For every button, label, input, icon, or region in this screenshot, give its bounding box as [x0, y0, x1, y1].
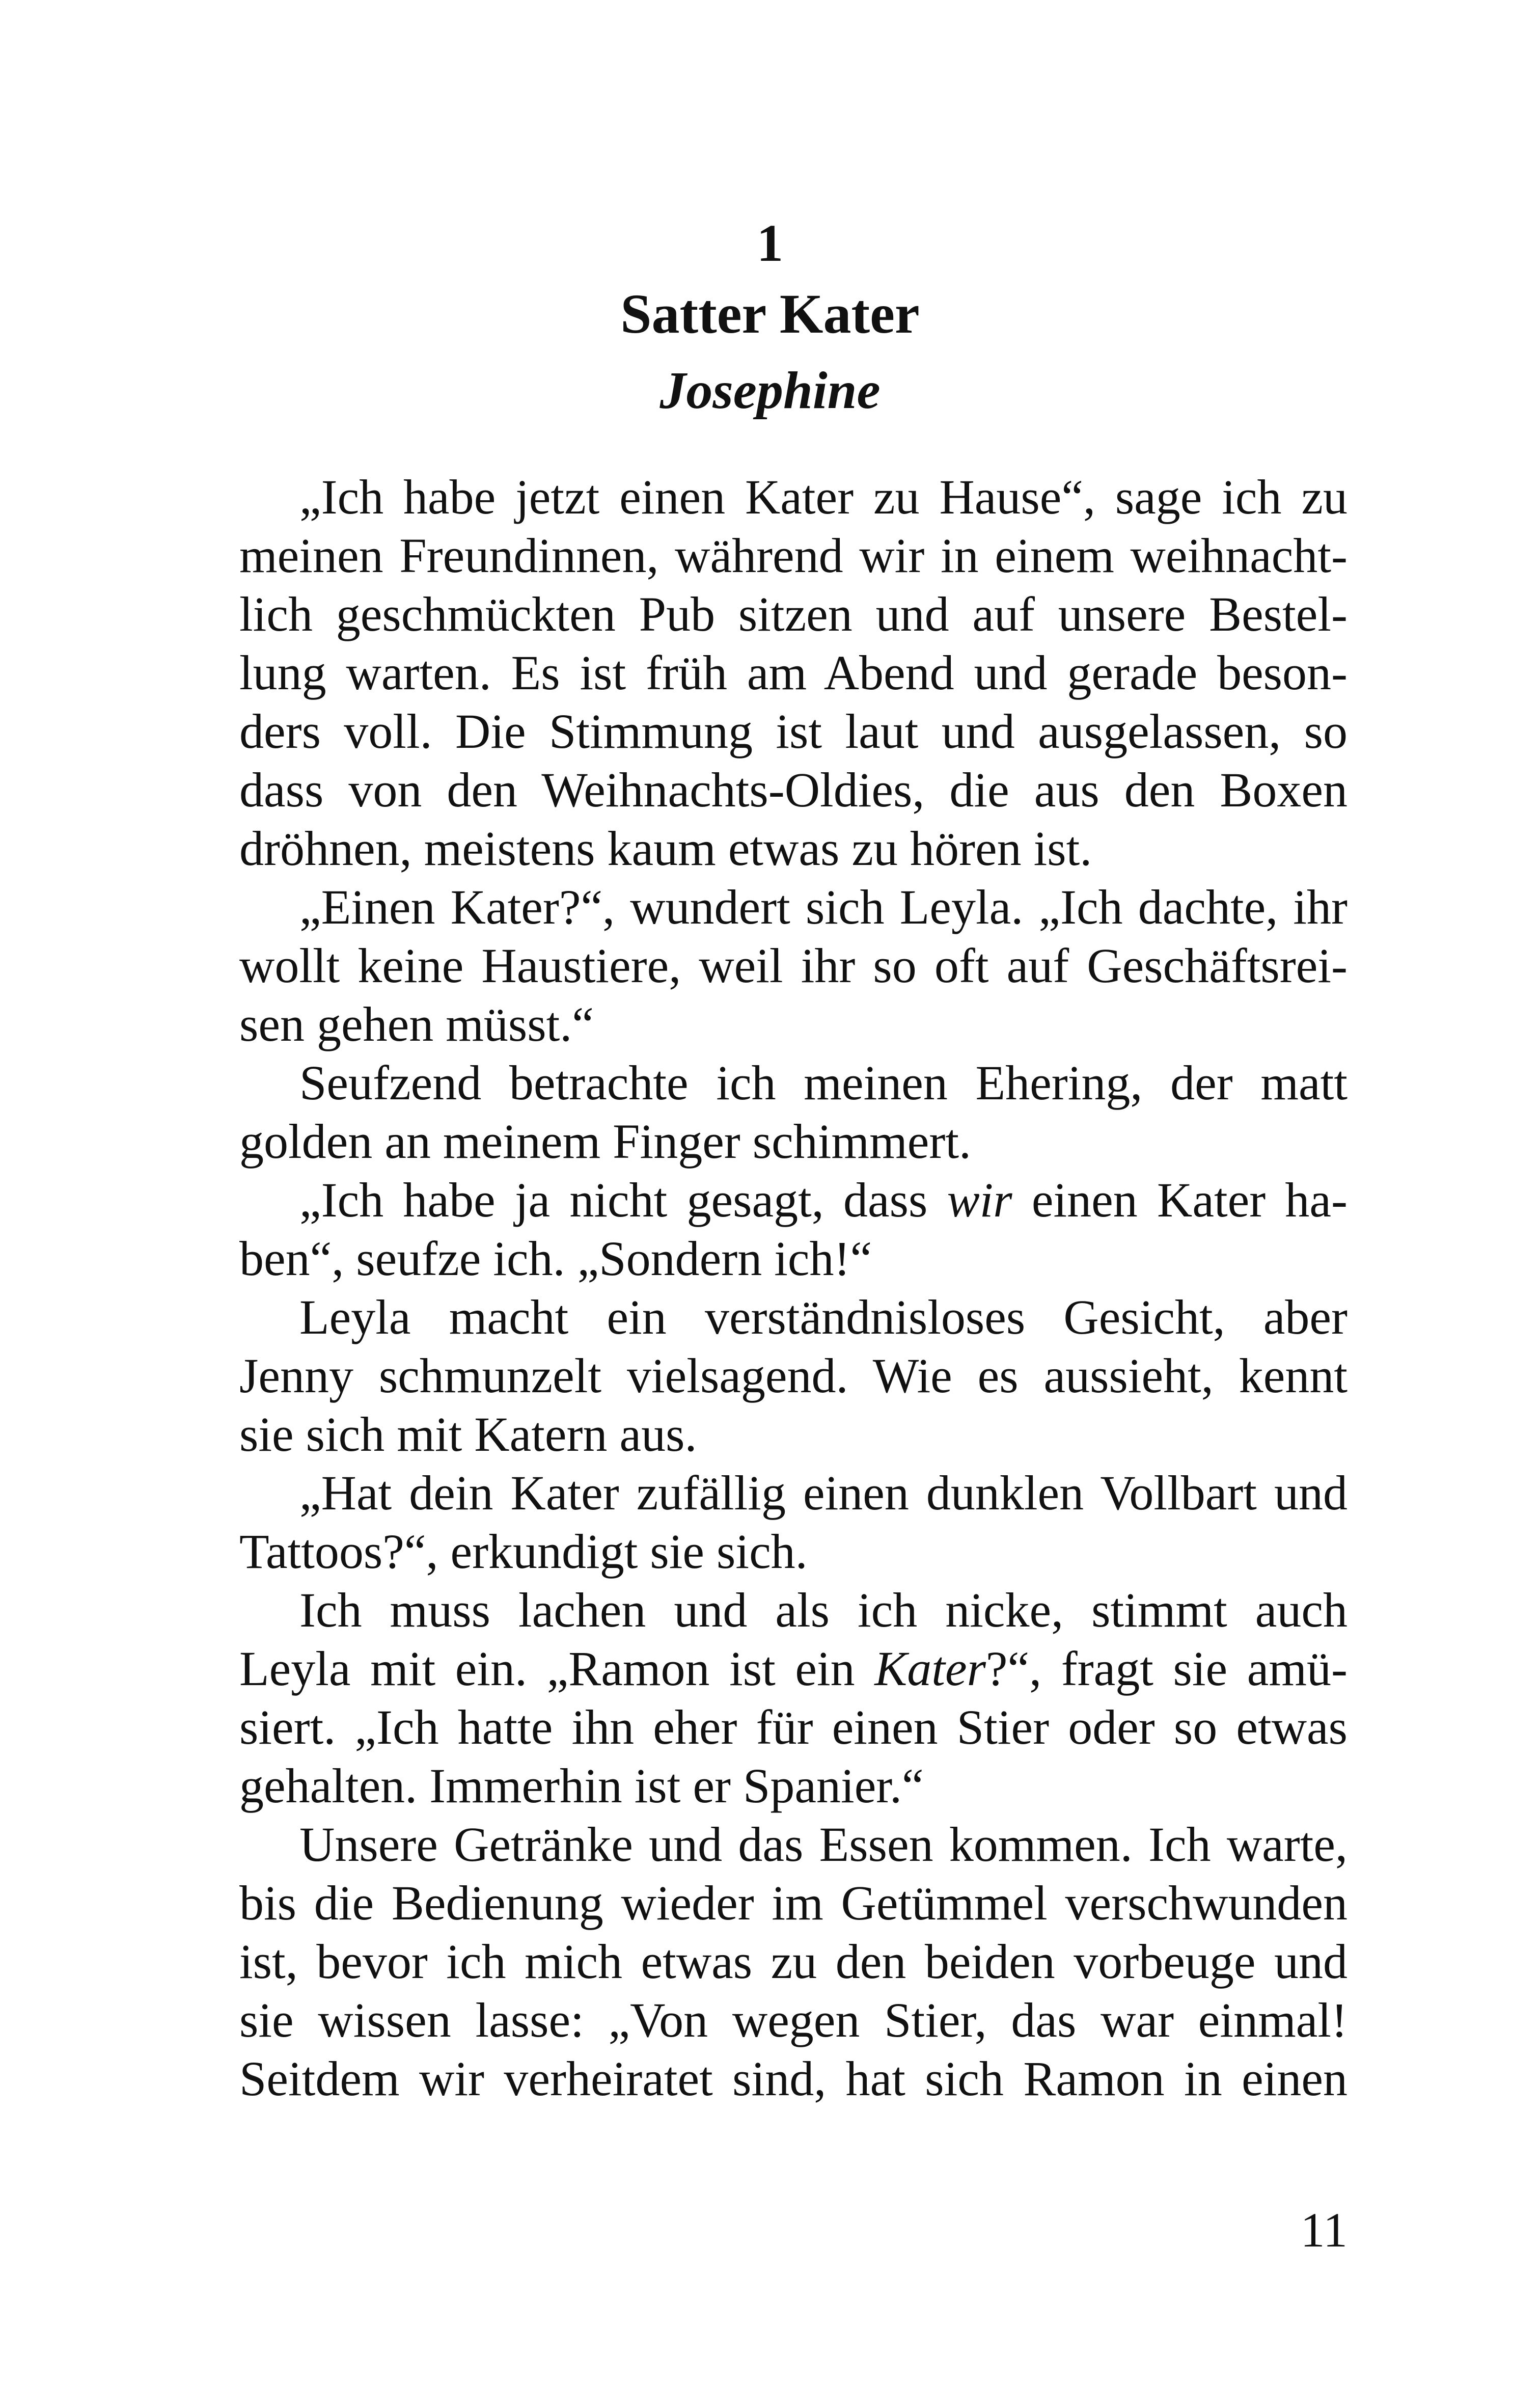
text-line: Seufzend betrachte ich meinen Ehering, der matt: [299, 1055, 1348, 1110]
chapter-title: Satter Kater: [620, 283, 920, 345]
text-line: bis die Bedienung wieder im Getümmel verschwunden: [239, 1876, 1348, 1930]
text-line: Seitdem wir verheiratet sind, hat sich Ramon in einen: [239, 2051, 1348, 2106]
text-line: sie sich mit Katern aus.: [239, 1407, 697, 1461]
text-line: dass von den Weihnachts-Oldies, die aus den Boxen: [239, 763, 1348, 817]
text-line: „Hat dein Kater zufällig einen dunklen Vollbart und: [299, 1466, 1348, 1520]
text-line: sen gehen müsst.“: [239, 997, 594, 1051]
text-line: Leyla macht ein verständnisloses Gesicht, aber: [299, 1290, 1348, 1344]
text-line: Tattoos?“, erkundigt sie sich.: [239, 1524, 808, 1579]
body-text: [239, 468, 1348, 2108]
text-line: „Ich habe ja nicht gesagt, dass wir einen Kater ha-: [299, 1173, 1348, 1227]
text-line: meinen Freundinnen, während wir in einem weihnacht-: [239, 528, 1348, 583]
text-line: wollt keine Haustiere, weil ihr so oft auf Geschäftsrei-: [239, 938, 1348, 993]
text-line: Unsere Getränke und das Essen kommen. Ich warte,: [299, 1817, 1348, 1872]
text-line: sie wissen lasse: „Von wegen Stier, das war einmal!: [239, 1993, 1348, 2047]
text-line: ist, bevor ich mich etwas zu den beiden vorbeuge und: [239, 1934, 1348, 1989]
page-number: 11: [1300, 2203, 1348, 2257]
text-line: „Ich habe jetzt einen Kater zu Hause“, sage ich zu: [299, 470, 1348, 524]
text-line: Jenny schmunzelt vielsagend. Wie es aussieht, kennt: [239, 1348, 1348, 1403]
text-line: gehalten. Immerhin ist er Spanier.“: [239, 1758, 924, 1813]
chapter-narrator: Josephine: [659, 361, 881, 420]
chapter-number: 1: [757, 214, 783, 273]
text-line: Leyla mit ein. „Ramon ist ein Kater?“, fragt sie amü-: [239, 1641, 1348, 1696]
text-line: ders voll. Die Stimmung ist laut und ausgelassen, so: [239, 704, 1348, 759]
text-line: ben“, seufze ich. „Sondern ich!“: [239, 1231, 872, 1286]
text-line: Ich muss lachen und als ich nicke, stimmt auch: [299, 1583, 1348, 1637]
text-line: „Einen Kater?“, wundert sich Leyla. „Ich dachte, ihr: [299, 880, 1348, 934]
text-line: golden an meinem Finger schimmert.: [239, 1114, 971, 1169]
text-line: lich geschmückten Pub sitzen und auf unsere Bestel-: [239, 587, 1348, 641]
text-line: dröhnen, meistens kaum etwas zu hören ist.: [239, 821, 1092, 876]
text-line: siert. „Ich hatte ihn eher für einen Stier oder so etwas: [239, 1700, 1348, 1754]
text-line: lung warten. Es ist früh am Abend und gerade beson-: [239, 645, 1348, 700]
